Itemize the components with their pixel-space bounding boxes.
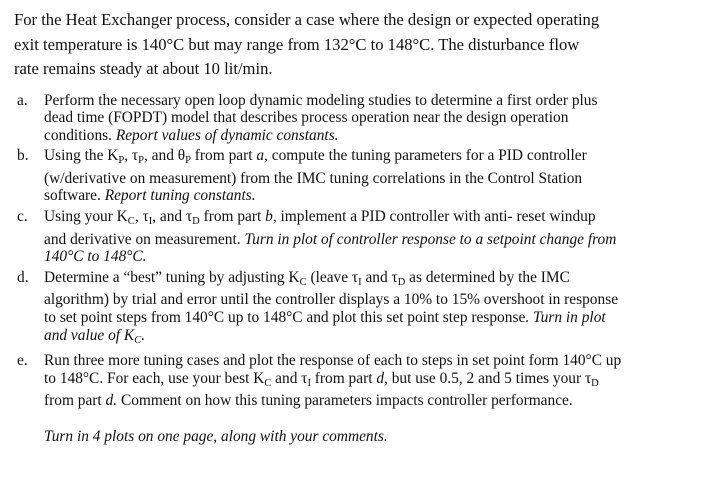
task-item-d bbox=[14, 269, 708, 349]
task-item-e bbox=[14, 352, 708, 410]
task-e-text: and τ bbox=[271, 369, 308, 387]
task-b-text: compute the tuning parameters for a PID controller bbox=[267, 147, 587, 165]
task-b-text: Using the K bbox=[44, 147, 119, 165]
task-e-text: from part bbox=[310, 369, 377, 387]
part-reference: d. bbox=[105, 392, 118, 410]
intro-line-1: For the Heat Exchanger process, consider a case where the design or expected operating bbox=[14, 10, 600, 29]
task-c-instruction: Turn in plot of controller response to a setpoint change from bbox=[244, 230, 617, 248]
task-marker-a: a. bbox=[17, 91, 28, 109]
subscript: D bbox=[397, 276, 406, 288]
subscript: P bbox=[118, 155, 125, 167]
task-d-text: and τ bbox=[361, 268, 398, 286]
task-d-line-2: algorithm) by trial and error until the controller displays a 10% to 15% overshoot in response bbox=[44, 291, 619, 309]
task-c-text: , and τ bbox=[152, 208, 193, 226]
task-c-text: from part bbox=[199, 208, 266, 226]
task-marker-b: b. bbox=[17, 147, 29, 165]
task-d-text: as determined by the IMC bbox=[405, 268, 570, 286]
task-b-line-3: software. bbox=[44, 187, 105, 205]
task-b-instruction: Report tuning constants. bbox=[104, 187, 256, 205]
subscript: P bbox=[138, 155, 144, 167]
subscript: C bbox=[299, 276, 307, 288]
task-b-text: from part bbox=[190, 147, 257, 165]
intro-line-3: rate remains steady at about 10 lit/min. bbox=[14, 59, 273, 78]
task-item-a bbox=[14, 92, 708, 145]
task-c-text: implement a PID controller with anti- reset windup bbox=[276, 208, 596, 226]
task-d-text: to set point steps from 140°C up to 148°C and plot this set point step response. bbox=[44, 309, 533, 327]
subscript: C bbox=[127, 216, 135, 228]
subscript: I bbox=[307, 377, 311, 389]
subscript: I bbox=[148, 216, 153, 228]
task-c-text: and derivative on measurement. bbox=[44, 230, 245, 248]
task-c-instruction: 140°C to 148°C. bbox=[44, 248, 147, 266]
task-c-text: , τ bbox=[134, 208, 149, 226]
task-e-text: Comment on how this tuning parameters impacts controller performance. bbox=[117, 392, 573, 410]
task-a-line-3: conditions. bbox=[44, 126, 116, 144]
task-list bbox=[14, 92, 708, 411]
task-a-line-2: dead time (FOPDT) model that describes process operation near the design operation bbox=[44, 109, 569, 127]
task-c-text: Using your K bbox=[44, 208, 128, 226]
task-marker-e: e. bbox=[17, 352, 28, 370]
subscript: D bbox=[192, 216, 200, 228]
subscript: D bbox=[591, 377, 599, 389]
task-item-b bbox=[14, 147, 708, 205]
subscript: C bbox=[264, 377, 272, 389]
task-d-instruction: and value of K bbox=[44, 326, 135, 344]
task-e-text: to 148°C. For each, use your best K bbox=[44, 369, 265, 387]
task-b-text: , and θ bbox=[143, 147, 186, 165]
subscript: P bbox=[185, 155, 191, 167]
task-d-instruction: Turn in plot bbox=[532, 309, 606, 327]
task-marker-d: d. bbox=[17, 268, 29, 286]
task-e-text: from part bbox=[44, 392, 106, 410]
intro-paragraph bbox=[14, 8, 708, 82]
task-e-text: but use 0.5, 2 and 5 times your τ bbox=[387, 369, 592, 387]
task-d-text: (leave τ bbox=[306, 268, 359, 286]
task-d-text: Determine a “best” tuning by adjusting K bbox=[44, 268, 300, 286]
task-item-c bbox=[14, 208, 708, 266]
task-a-line-1: Perform the necessary open loop dynamic modeling studies to determine a first order plus bbox=[44, 91, 598, 109]
task-d-instruction: . bbox=[141, 326, 146, 344]
part-reference: d, bbox=[376, 369, 388, 387]
subscript: C bbox=[134, 334, 142, 346]
intro-line-2: exit temperature is 140°C but may range from 132°C to 148°C. The disturbance flow bbox=[14, 34, 580, 54]
task-a-instruction: Report values of dynamic constants. bbox=[115, 126, 339, 144]
task-e-line-1: Run three more tuning cases and plot the response of each to steps in set point form 140°C up bbox=[44, 352, 622, 370]
subscript: I bbox=[358, 276, 362, 288]
part-reference: a, bbox=[256, 147, 268, 165]
task-b-text: , τ bbox=[124, 147, 139, 165]
task-marker-c: c. bbox=[17, 208, 28, 226]
task-b-line-2: (w/derivative on measurement) from the IMC tuning correlations in the Control Station bbox=[44, 169, 583, 187]
part-reference: b, bbox=[265, 208, 277, 226]
footer-instruction: Turn in 4 plots on one page, along with your comments. bbox=[44, 428, 388, 445]
